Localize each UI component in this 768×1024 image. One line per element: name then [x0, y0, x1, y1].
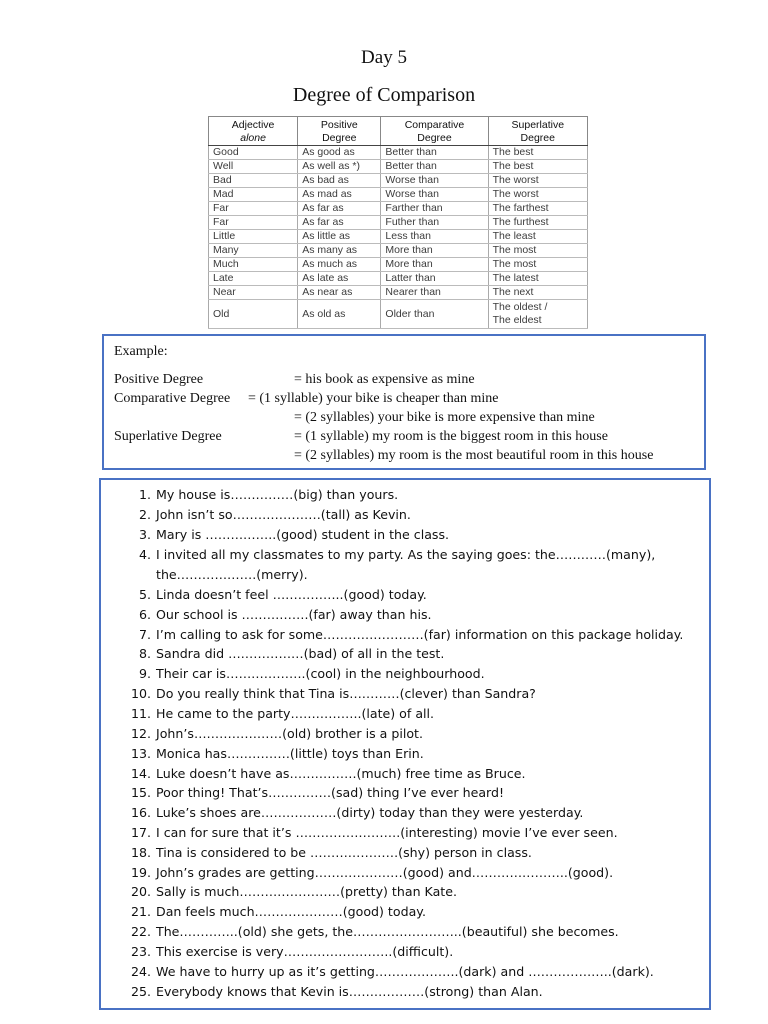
table-cell: As late as	[298, 272, 381, 286]
exercise-number: 8.	[138, 646, 151, 661]
exercise-text: He came to the party……………..(late) of all.	[156, 706, 435, 721]
exercise-text: My house is……………(big) than yours.	[156, 487, 399, 502]
example-term: Positive Degree	[114, 372, 204, 387]
exercise-number: 24.	[131, 964, 152, 979]
table-cell: Little	[209, 230, 298, 244]
table-cell: As near as	[298, 286, 381, 300]
table-cell: The farthest	[488, 202, 587, 216]
table-cell: Farther than	[381, 202, 488, 216]
table-row	[209, 300, 588, 329]
exercise-text: Linda doesn’t feel ……………..(good) today.	[156, 587, 427, 602]
exercise-text: Everybody knows that Kevin is………………(strong) than Alan.	[156, 984, 543, 999]
table-cell: Far	[209, 202, 298, 216]
table-cell: Bad	[209, 174, 298, 188]
table-cell: Late	[209, 272, 298, 286]
exercise-text: Poor thing! That’s……………(sad) thing I’ve ever heard!	[156, 785, 505, 800]
table-cell: As bad as	[298, 174, 381, 188]
table-cell: Nearer than	[381, 286, 488, 300]
exercise-number: 5.	[138, 587, 151, 602]
table-cell: As far as	[298, 216, 381, 230]
table-cell: The most	[488, 244, 587, 258]
table-cell: As much as	[298, 258, 381, 272]
exercise-number: 3.	[138, 527, 151, 542]
exercise-text: Sandra did ………………(bad) of all in the test.	[156, 646, 445, 661]
exercise-number: 4.	[138, 547, 151, 562]
exercise-number: 19.	[131, 865, 152, 880]
cell-line: The oldest /	[492, 301, 548, 313]
table-cell: Well	[209, 160, 298, 174]
exercise-text: Luke’s shoes are………………(dirty) today than they were yesterday.	[156, 805, 584, 820]
table-cell: Older than	[381, 300, 488, 329]
table-row	[209, 286, 588, 300]
table-cell: The best	[488, 160, 587, 174]
table-cell: Many	[209, 244, 298, 258]
exercise-text: The…………..(old) she gets, the……………………..(beautiful) she becomes.	[156, 924, 619, 939]
table-cell: Old	[209, 300, 298, 329]
example-text: = (2 syllables) your bike is more expensive than mine	[294, 410, 595, 425]
header-line: Degree	[322, 131, 357, 144]
table-cell: The least	[488, 230, 587, 244]
table-cell: As old as	[298, 300, 381, 329]
exercise-text: Mary is ……………..(good) student in the class.	[156, 527, 450, 542]
example-text: = (1 syllable) my room is the biggest room in this house	[294, 429, 608, 444]
exercise-text: Do you really think that Tina is…………(clever) than Sandra?	[156, 686, 536, 701]
table-cell: As mad as	[298, 188, 381, 202]
comparison-table	[208, 116, 588, 329]
exercise-number: 10.	[131, 686, 152, 701]
table-cell: The worst	[488, 188, 587, 202]
exercise-number: 9.	[138, 666, 151, 681]
exercise-number: 22.	[131, 924, 152, 939]
table-cell: Latter than	[381, 272, 488, 286]
table-row	[209, 258, 588, 272]
table-row	[209, 272, 588, 286]
table-cell: Futher than	[381, 216, 488, 230]
example-term: Comparative Degree	[114, 391, 231, 406]
exercise-text: Dan feels much…………………(good) today.	[156, 904, 426, 919]
exercise-number: 21.	[131, 904, 152, 919]
table-cell: The latest	[488, 272, 587, 286]
exercise-text: Tina is considered to be …………………(shy) person in class.	[156, 845, 532, 860]
header-line: alone	[240, 131, 266, 144]
table-cell: Near	[209, 286, 298, 300]
exercise-text: Our school is …………….(far) away than his.	[156, 607, 432, 622]
exercise-number: 17.	[131, 825, 152, 840]
exercise-text: I invited all my classmates to my party. As the saying goes: the…………(many),	[156, 547, 656, 562]
exercise-number: 12.	[131, 726, 152, 741]
table-cell: Much	[209, 258, 298, 272]
table-row	[209, 160, 588, 174]
table-cell: As many as	[298, 244, 381, 258]
exercise-text: We have to hurry up as it’s getting………………..(dark) and ………………..(dark).	[156, 964, 654, 979]
table-cell: As far as	[298, 202, 381, 216]
header-line: Superlative	[511, 119, 565, 131]
table-cell: More than	[381, 244, 488, 258]
table-cell: As little as	[298, 230, 381, 244]
exercise-text: John’s grades are getting…………………(good) and…………………..(good).	[156, 865, 614, 880]
header-line: Comparative	[404, 119, 465, 131]
example-box	[102, 334, 706, 470]
exercise-continuation: the……………….(merry).	[156, 567, 308, 582]
column-header-superlative	[488, 117, 587, 146]
table-cell: As well as *)	[298, 160, 381, 174]
exercise-text: Monica has……………(little) toys than Erin.	[156, 746, 424, 761]
column-header-positive	[298, 117, 381, 146]
table-cell: Good	[209, 146, 298, 160]
exercise-text: Sally is much……………………(pretty) than Kate.	[156, 884, 458, 899]
exercise-text: Luke doesn’t have as…………….(much) free time as Bruce.	[156, 766, 526, 781]
cell-line: The eldest	[492, 314, 542, 326]
header-line: Adjective	[231, 119, 275, 131]
table-cell: Worse than	[381, 188, 488, 202]
example-text: = his book as expensive as mine	[294, 372, 475, 387]
table-header-row	[209, 117, 588, 146]
column-header-comparative	[381, 117, 488, 146]
exercise-number: 6.	[138, 607, 151, 622]
table-cell: Less than	[381, 230, 488, 244]
table-cell: The next	[488, 286, 587, 300]
table-cell	[488, 300, 587, 329]
table-row	[209, 230, 588, 244]
table-row	[209, 244, 588, 258]
table-row	[209, 216, 588, 230]
exercise-number: 2.	[138, 507, 151, 522]
table-row	[209, 146, 588, 160]
table-cell: Worse than	[381, 174, 488, 188]
exercise-text: This exercise is very……………………..(difficult).	[156, 944, 454, 959]
table-cell: Better than	[381, 160, 488, 174]
exercise-number: 13.	[131, 746, 152, 761]
exercise-text: I can for sure that it’s …………………….(interesting) movie I’ve ever seen.	[156, 825, 618, 840]
example-text: = (1 syllable) your bike is cheaper than mine	[248, 391, 499, 406]
example-text: = (2 syllables) my room is the most beautiful room in this house	[294, 448, 654, 463]
table-cell: The worst	[488, 174, 587, 188]
exercise-number: 20.	[131, 884, 152, 899]
table-cell: The furthest	[488, 216, 587, 230]
exercise-text: Their car is……………….(cool) in the neighbourhood.	[156, 666, 485, 681]
exercise-box	[99, 478, 711, 1010]
exercise-number: 16.	[131, 805, 152, 820]
example-term: Superlative Degree	[114, 429, 222, 444]
table-cell: As good as	[298, 146, 381, 160]
header-line: Degree	[417, 131, 452, 144]
example-label: Example:	[114, 344, 168, 359]
page-title: Degree of Comparison	[292, 84, 476, 106]
exercise-number: 15.	[131, 785, 152, 800]
table-cell: More than	[381, 258, 488, 272]
exercise-number: 7.	[138, 627, 151, 642]
exercise-number: 25.	[131, 984, 152, 999]
exercise-number: 23.	[131, 944, 152, 959]
table-cell: Far	[209, 216, 298, 230]
exercise-number: 18.	[131, 845, 152, 860]
header-line: Degree	[520, 131, 555, 144]
exercise-number: 11.	[131, 706, 152, 721]
table-cell: Better than	[381, 146, 488, 160]
day-title: Day 5	[361, 47, 407, 68]
exercise-text: John’s…………………(old) brother is a pilot.	[156, 726, 424, 741]
table-row	[209, 188, 588, 202]
table-cell: The most	[488, 258, 587, 272]
exercise-text: John isn’t so…………………(tall) as Kevin.	[156, 507, 411, 522]
exercise-number: 1.	[138, 487, 151, 502]
exercise-number: 14.	[131, 766, 152, 781]
table-row	[209, 174, 588, 188]
header-line: Positive	[320, 119, 358, 131]
exercise-text: I’m calling to ask for some……………………(far) information on this package holiday.	[156, 627, 684, 642]
table-cell: Mad	[209, 188, 298, 202]
table-row	[209, 202, 588, 216]
table-cell: The best	[488, 146, 587, 160]
column-header-adjective	[209, 117, 298, 146]
